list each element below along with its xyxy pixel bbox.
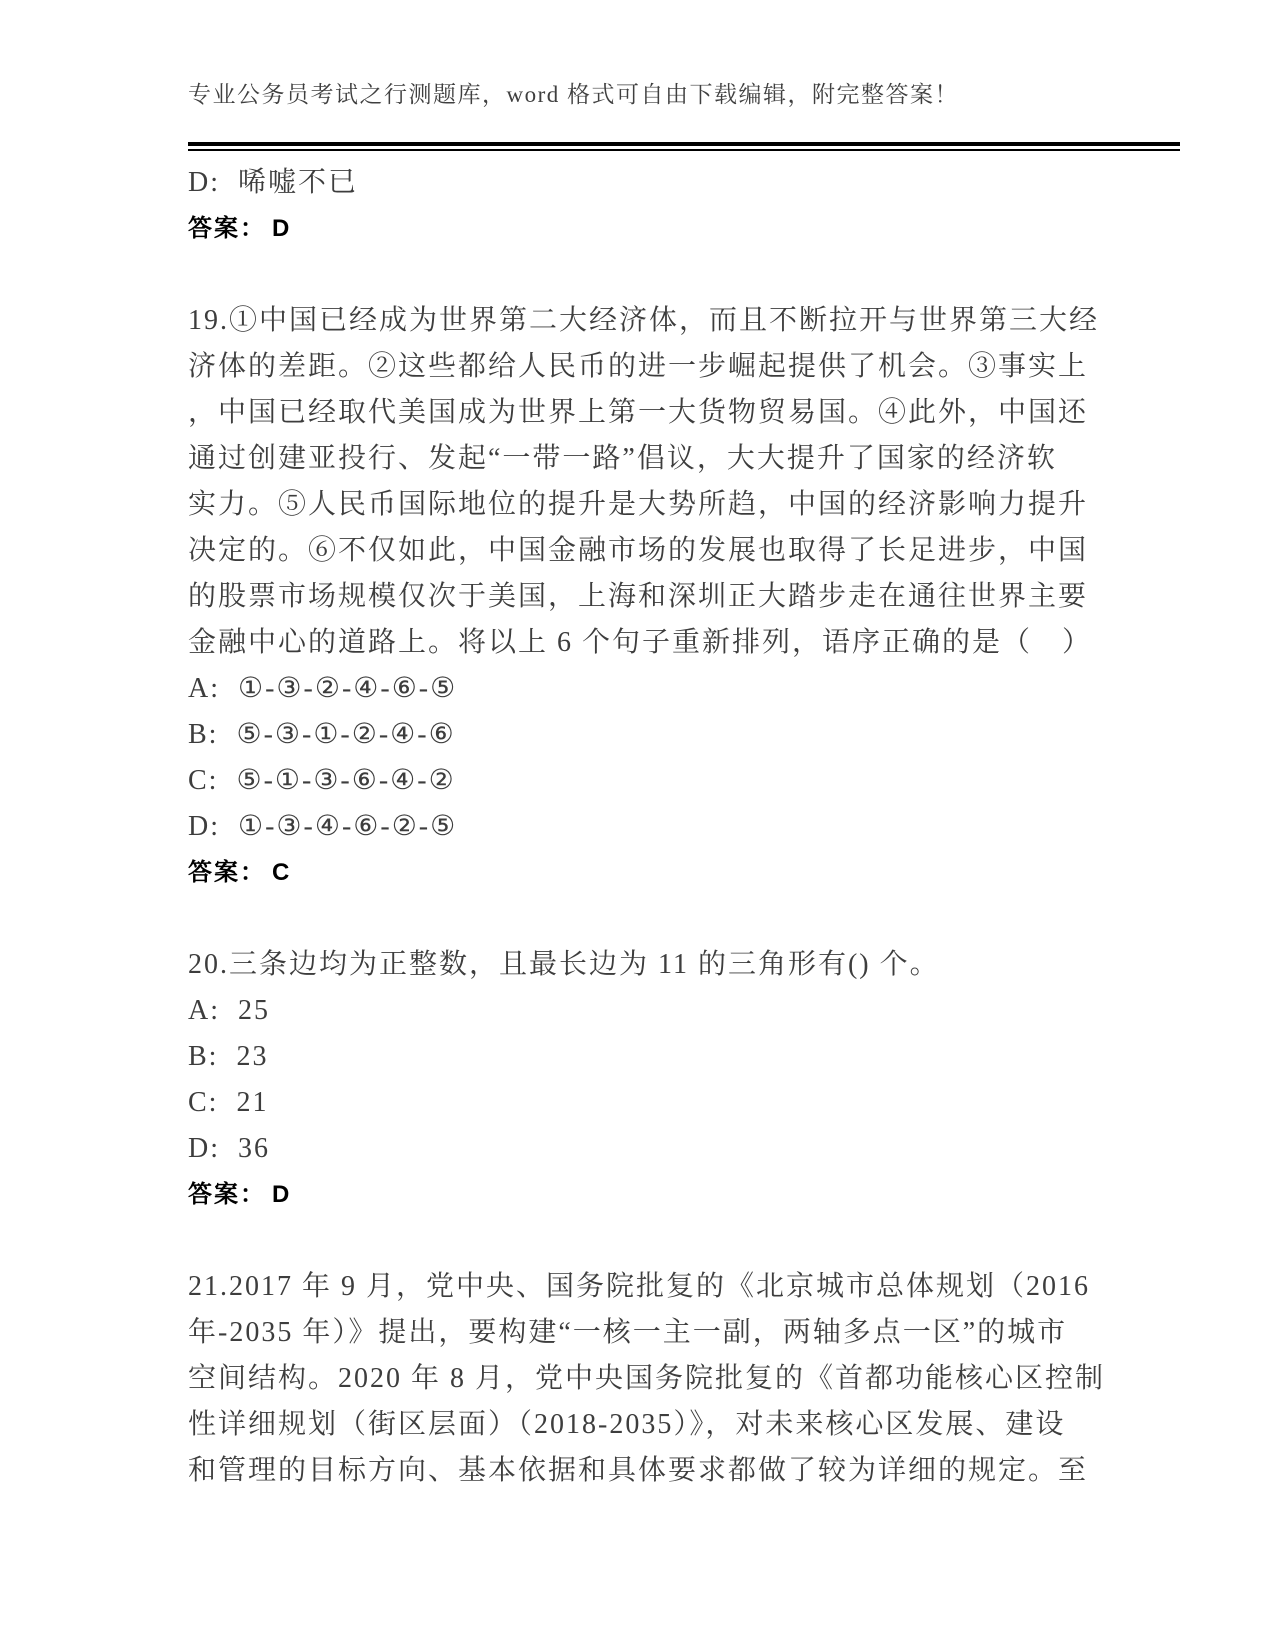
option-text: 36 <box>238 1133 270 1164</box>
question-21 <box>188 1264 1188 1494</box>
question-19 <box>188 298 1188 896</box>
answer-prefix: 答案： <box>188 859 266 886</box>
option-row <box>188 1126 1188 1172</box>
option-label: A: <box>188 673 220 704</box>
option-row <box>188 1080 1188 1126</box>
option-text: ⑤-③-①-②-④-⑥ <box>236 719 456 750</box>
question-18-tail <box>188 160 1188 252</box>
answer-value: C <box>272 859 292 886</box>
option-row <box>188 712 1188 758</box>
option-text: 23 <box>236 1041 269 1072</box>
option-label: C: <box>188 1087 219 1118</box>
answer-value: D <box>272 1181 292 1208</box>
page-header: 专业公务员考试之行测题库，word 格式可自由下载编辑，附完整答案！ <box>188 82 960 107</box>
option-text: ⑤-①-③-⑥-④-② <box>236 765 456 796</box>
option-label: C: <box>188 765 219 796</box>
option-text: 唏嘘不已 <box>238 167 359 198</box>
answer-prefix: 答案： <box>188 1181 266 1208</box>
question-line: 年-2035 年）》提出，要构建“一核一主一副，两轴多点一区”的城市 <box>188 1317 1068 1348</box>
answer-line <box>188 206 1188 252</box>
question-line: 20.三条边均为正整数，且最长边为 11 的三角形有() 个。 <box>188 949 940 980</box>
option-label: B: <box>188 1041 219 1072</box>
option-text: 21 <box>236 1087 269 1118</box>
option-label: A: <box>188 995 220 1026</box>
option-label: D: <box>188 167 220 198</box>
document-content <box>188 160 1188 1494</box>
option-text: 25 <box>238 995 270 1026</box>
answer-line <box>188 1172 1188 1218</box>
option-row <box>188 666 1188 712</box>
question-line: 性详细规划（街区层面）（2018-2035）》，对未来核心区发展、建设 <box>188 1409 1066 1440</box>
header-divider-rule <box>188 142 1180 151</box>
option-row <box>188 160 1188 206</box>
option-text: ①-③-④-⑥-②-⑤ <box>238 811 458 842</box>
question-line: 济体的差距。②这些都给人民币的进一步崛起提供了机会。③事实上 <box>188 351 1089 382</box>
question-20 <box>188 942 1188 1218</box>
option-row <box>188 988 1188 1034</box>
question-line: 实力。⑤人民币国际地位的提升是大势所趋，中国的经济影响力提升 <box>188 489 1089 520</box>
option-row <box>188 758 1188 804</box>
question-line: 通过创建亚投行、发起“一带一路”倡议，大大提升了国家的经济软 <box>188 443 1057 474</box>
answer-prefix: 答案： <box>188 215 266 242</box>
option-label: D: <box>188 1133 220 1164</box>
question-line: 决定的。⑥不仅如此，中国金融市场的发展也取得了长足进步，中国 <box>188 535 1089 566</box>
option-label: D: <box>188 811 220 842</box>
option-text: ①-③-②-④-⑥-⑤ <box>238 673 458 704</box>
answer-value: D <box>272 215 292 242</box>
question-line: 19.①中国已经成为世界第二大经济体，而且不断拉开与世界第三大经 <box>188 305 1100 336</box>
answer-line <box>188 850 1188 896</box>
question-line: ，中国已经取代美国成为世界上第一大货物贸易国。④此外，中国还 <box>188 397 1089 428</box>
question-line: 空间结构。2020 年 8 月，党中央国务院批复的《首都功能核心区控制 <box>188 1363 1106 1394</box>
option-row <box>188 1034 1188 1080</box>
option-row <box>188 804 1188 850</box>
question-line: 21.2017 年 9 月，党中央、国务院批复的《北京城市总体规划（2016 <box>188 1271 1091 1302</box>
option-label: B: <box>188 719 219 750</box>
question-line: 和管理的目标方向、基本依据和具体要求都做了较为详细的规定。至 <box>188 1455 1089 1486</box>
question-line: 金融中心的道路上。将以上 6 个句子重新排列，语序正确的是（ ） <box>188 627 1093 658</box>
question-line: 的股票市场规模仅次于美国，上海和深圳正大踏步走在通往世界主要 <box>188 581 1089 612</box>
